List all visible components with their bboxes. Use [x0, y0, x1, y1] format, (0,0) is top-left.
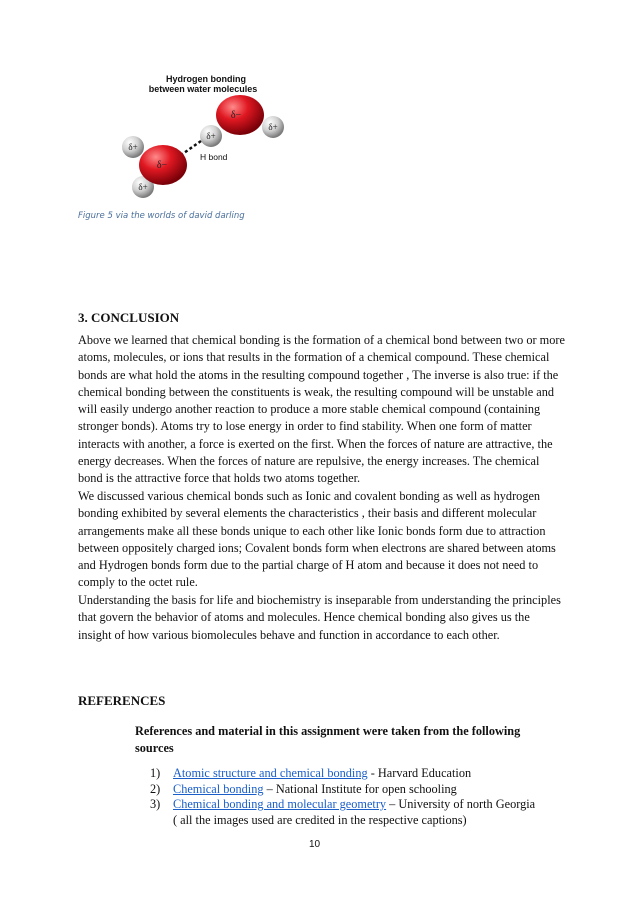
references-intro: References and material in this assignment were taken from the following sources — [135, 724, 521, 756]
hbond-label: H bond — [200, 152, 228, 162]
conclusion-paragraph: Understanding the basis for life and biochemistry is inseparable from understanding the principles that govern the behavior of atoms and molecules. Hence chemical bonding also gives us the insight of how various biomolecules behave and function in accordance to each other. — [78, 593, 561, 642]
delta-plus-label: δ+ — [268, 122, 278, 132]
reference-item — [150, 797, 570, 813]
references-heading: REFERENCES — [78, 693, 166, 708]
delta-minus-label: δ− — [230, 110, 242, 121]
reference-source: – National Institute for open schooling — [263, 781, 457, 796]
conclusion-heading: 3. CONCLUSION — [78, 310, 180, 325]
hydrogen-bonding-figure — [110, 72, 300, 207]
reference-number: 3) — [150, 797, 161, 812]
reference-link[interactable]: Chemical bonding — [173, 781, 264, 796]
delta-plus-label: δ+ — [206, 131, 216, 141]
conclusion-paragraph: Above we learned that chemical bonding is the formation of a chemical bond between two or more atoms, molecules, or ions that results in the formation of a chemical compound. These chemical bonds are what hold the atoms in the resulting compound together , The inverse is also true: if the chemical bonding between the constituents is weak, the resulting compound will be unstable and will easily undergo another reaction to produce a more stable chemical compound (containing stronger bonds). Atoms try to lose energy in order to find stability. When one form of matter interacts with another, a force is exerted on the first. When the forces of nature are attractive, the energy decreases. When the forces of nature are repulsive, the energy increases. The chemical bond is the attractive force that holds two atoms together. — [78, 333, 565, 486]
references-note: ( all the images used are credited in the respective captions) — [173, 812, 467, 827]
reference-item — [150, 782, 570, 798]
page-number: 10 — [309, 839, 321, 850]
delta-plus-label: δ+ — [138, 182, 148, 192]
conclusion-paragraph: We discussed various chemical bonds such as Ionic and covalent bonding as well as hydrogen bonding exhibited by several elements the characteristics , their basis and different molecular arrangements make all these bonds unique to each other like Ionic bonds form due to attraction between oppositely charged ions; Covalent bonds form when electrons are shared between atoms and Hydrogen bonds form due to the partial charge of H atom and because it does not need to comply to the octet rule. — [78, 489, 556, 590]
reference-source: – University of north Georgia — [386, 797, 536, 812]
hydrogen-bond-line — [181, 141, 201, 155]
reference-number: 1) — [150, 766, 161, 780]
delta-minus-label: δ− — [156, 160, 168, 171]
figure-caption: Figure 5 via the worlds of david darling — [78, 211, 245, 221]
reference-item — [150, 766, 570, 782]
figure-title-line2: between water molecules — [148, 84, 258, 94]
delta-plus-label: δ+ — [128, 142, 138, 152]
reference-link[interactable]: Atomic structure and chemical bonding — [173, 766, 368, 780]
reference-number: 2) — [150, 781, 161, 796]
reference-link[interactable]: Chemical bonding and molecular geometry — [173, 797, 387, 812]
water-molecules-diagram — [110, 72, 300, 207]
references-list — [150, 766, 570, 828]
reference-source: - Harvard Education — [367, 766, 472, 780]
figure-title-line1: Hydrogen bonding — [166, 74, 246, 84]
